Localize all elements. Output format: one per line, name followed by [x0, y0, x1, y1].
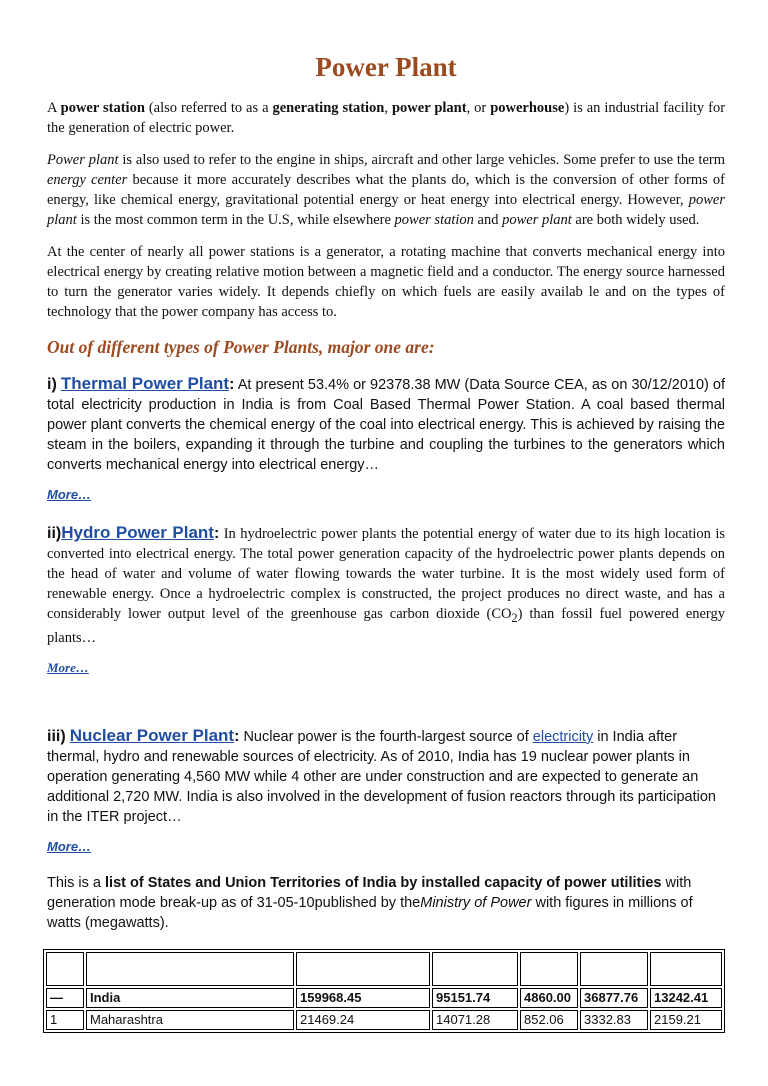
table-cell: 852.06 — [520, 1010, 578, 1030]
italic-term: power station — [394, 212, 474, 228]
table-cell: India — [86, 988, 294, 1008]
section-number: iii) — [47, 727, 66, 745]
table-cell: 13242.41 — [650, 988, 722, 1008]
text: , — [384, 100, 392, 116]
text: This is a — [47, 874, 106, 891]
italic-term: power plant — [502, 212, 572, 228]
hydro-more-link[interactable]: More… — [47, 659, 89, 675]
hydro-power-plant-link[interactable]: Hydro Power Plant — [61, 523, 214, 542]
text: because it more accurately describes what the plants do, which is the conversion of other forms of energy, like chemical energy, gravitational potential energy or heat energy into electrical energy. However, — [47, 172, 725, 208]
text: and — [473, 212, 503, 228]
text: is also used to refer to the engine in ships, aircraft and other large vehicles. Some prefer to use the term — [118, 152, 726, 168]
italic-term: Power plant — [47, 152, 119, 168]
nuclear-text-rest: in India after thermal, hydro and renewable sources of electricity. As of 2010, India has 19 nuclear power plants in operation generating 4,560 MW while 4 other are under construction and are expected to generate an additional 2,720 MW. India is also involved in the development of fusion reactors through its participation in the ITER project… — [47, 728, 716, 825]
page-title: Power Plant — [315, 52, 457, 82]
term-generating-station: generating station — [272, 100, 385, 116]
italic-text: Ministry of Power — [420, 894, 532, 911]
term-power-plant: power plant — [391, 100, 467, 116]
text: ) is an industrial facility for the generation of electric power. — [47, 100, 726, 136]
colon: : — [234, 727, 240, 745]
table-cell: 159968.45 — [296, 988, 430, 1008]
hydro-section — [47, 523, 725, 678]
table-cell — [580, 952, 648, 986]
intro-paragraph — [47, 98, 725, 138]
thermal-section — [47, 374, 725, 505]
table-cell — [432, 952, 518, 986]
nuclear-text: Nuclear power is the fourth-largest source of — [239, 728, 533, 745]
table-cell: 36877.76 — [580, 988, 648, 1008]
document-page — [47, 0, 725, 1033]
table-cell: 2159.21 — [650, 1010, 722, 1030]
text: with figures in millions of watts (megawatts). — [47, 894, 693, 931]
hydro-text-end: ) than fossil fuel powered energy plants… — [47, 606, 726, 646]
table-row — [46, 988, 722, 1008]
thermal-text: At present 53.4% or 92378.38 MW (Data Source CEA, as on 30/12/2010) of total electricity production in India is from Coal Based Thermal Power Station. A coal based thermal power plant converts the chemical energy of the coal into electrical energy. This is achieved by raising the steam in the boilers, expanding it through the turbine and coupling the turbines to the generators which converts mechanical energy into electrical energy… — [47, 377, 726, 473]
thermal-more-link[interactable]: More… — [47, 487, 92, 502]
hydro-text: In hydroelectric power plants the potential energy of water due to its high location is converted into electrical energy. The total power generation capacity of the hydroelectric power plants depends on the head of water and volume of water flowing towards the water turbine. It is the most widely used form of renewable energy. Once a hydroelectric complex is constructed, the project produces no direct waste, and has a considerably lower output level of the greenhouse gas carbon dioxide (CO — [47, 526, 725, 622]
types-subheading: Out of different types of Power Plants, major one are: — [47, 337, 435, 357]
table-row — [46, 1010, 722, 1030]
table-cell — [650, 952, 722, 986]
generator-paragraph: At the center of nearly all power stations is a generator, a rotating machine that converts mechanical energy into electrical energy by creating relative motion between a magnetic field and a conductor. The energy source harnessed to turn the generator varies widely. It depends chiefly on which fuels are easily availab le and on the types of technology that the power company has access to. — [47, 244, 725, 320]
table-cell: 4860.00 — [520, 988, 578, 1008]
table-cell — [86, 952, 294, 986]
colon: : — [229, 376, 235, 393]
subscript: 2 — [511, 610, 518, 625]
section-number: i) — [47, 376, 57, 393]
section-number: ii) — [47, 525, 62, 542]
thermal-power-plant-link[interactable]: Thermal Power Plant — [60, 374, 230, 393]
table-cell: 3332.83 — [580, 1010, 648, 1030]
term-powerhouse: powerhouse — [490, 100, 565, 116]
table-cell: 1 — [46, 1010, 84, 1030]
table-header-row — [46, 952, 722, 986]
text: with generation mode break-up as of 31-05-10published by the — [47, 874, 692, 911]
text: A — [47, 100, 61, 116]
table-cell: 95151.74 — [432, 988, 518, 1008]
table-cell — [520, 952, 578, 986]
table-cell: Maharashtra — [86, 1010, 294, 1030]
text: are both widely used. — [571, 212, 700, 228]
capacity-table — [43, 949, 725, 1033]
table-cell — [46, 952, 84, 986]
italic-term: energy center — [47, 172, 128, 188]
text: , or — [466, 100, 491, 116]
term-power-station: power station — [60, 100, 145, 116]
table-cell: — — [46, 988, 84, 1008]
text: is the most common term in the U.S, while elsewhere — [76, 212, 395, 228]
table-cell: 21469.24 — [296, 1010, 430, 1030]
colon: : — [213, 525, 220, 542]
table-cell — [296, 952, 430, 986]
nuclear-more-link[interactable]: More… — [47, 838, 92, 854]
table-cell: 14071.28 — [432, 1010, 518, 1030]
italic-term: power plant — [47, 192, 725, 228]
nuclear-section — [47, 726, 725, 857]
bold-text: list of States and Union Territories of India by installed capacity of power utilities — [105, 874, 662, 891]
nuclear-power-plant-link[interactable]: Nuclear Power Plant — [69, 725, 235, 745]
capacity-intro — [47, 873, 725, 933]
text: (also referred to as a — [144, 100, 273, 116]
terminology-paragraph — [47, 150, 725, 230]
electricity-link[interactable]: electricity — [532, 728, 594, 745]
